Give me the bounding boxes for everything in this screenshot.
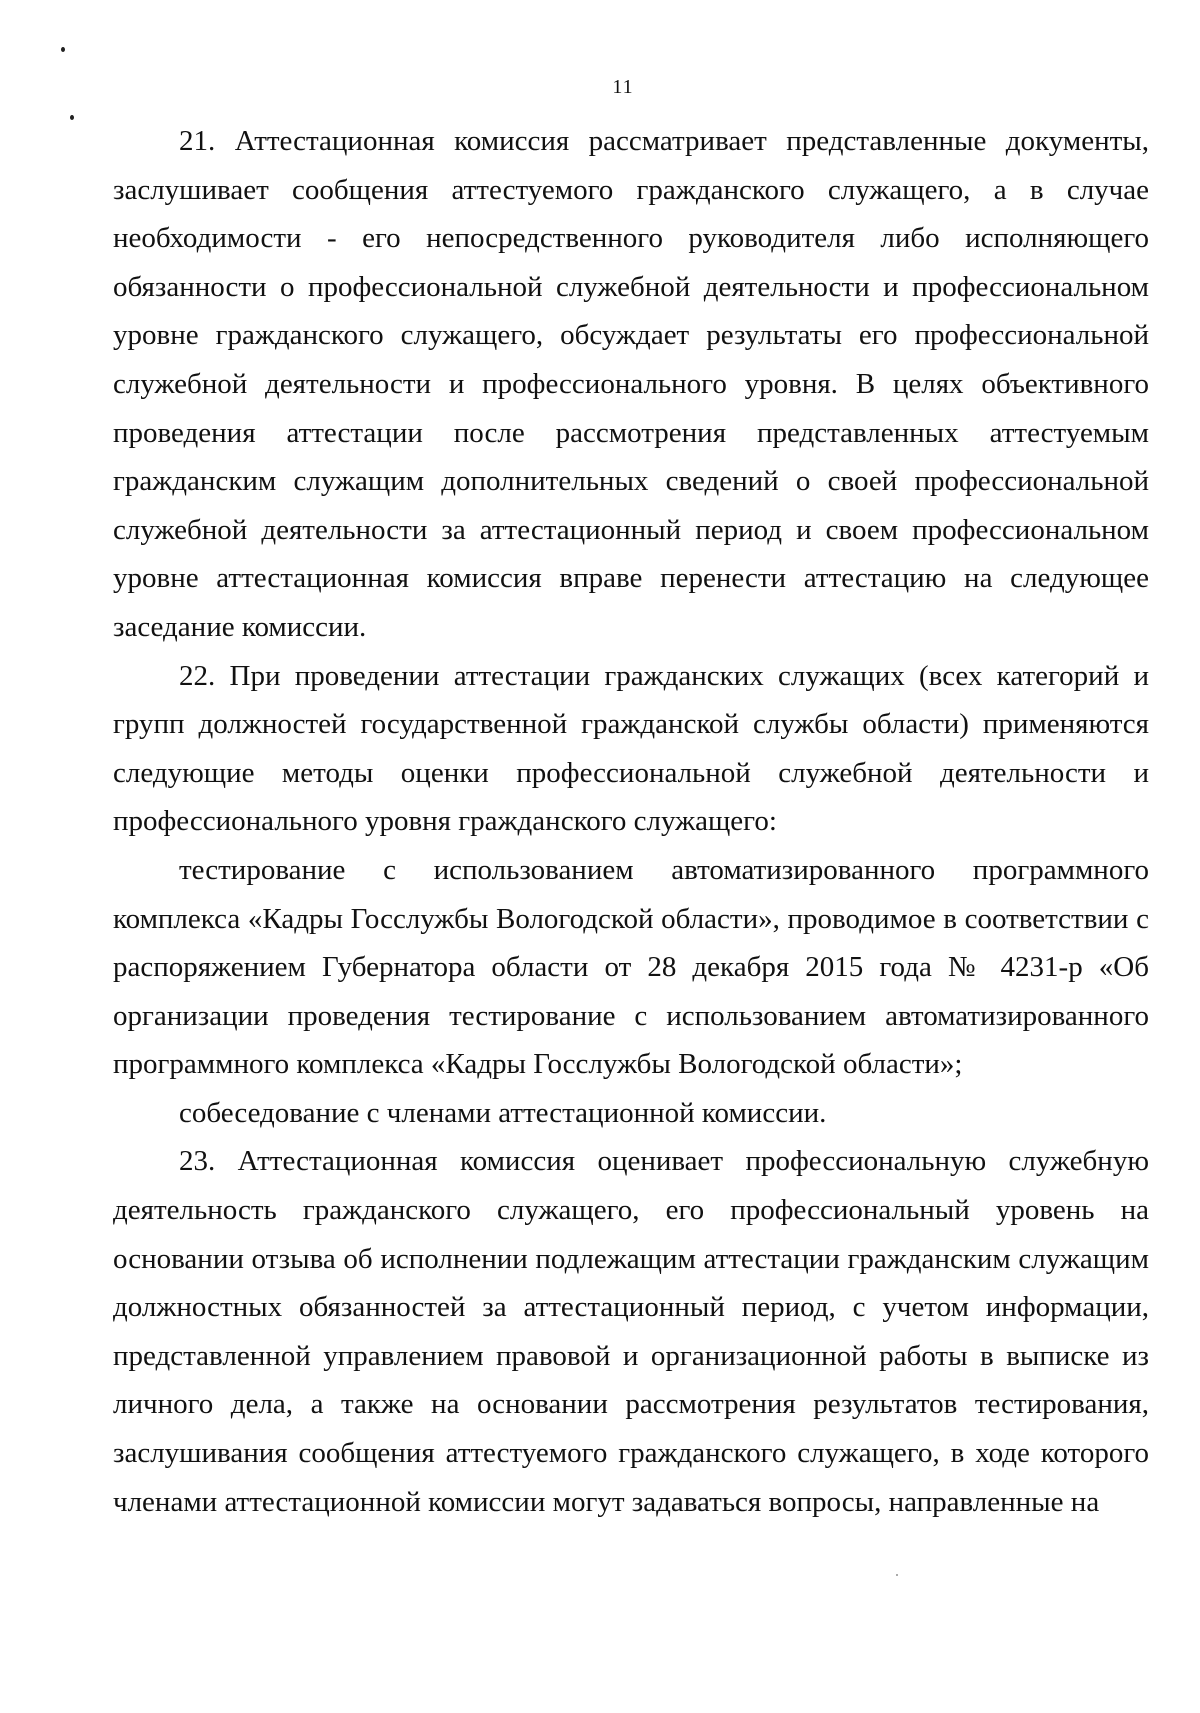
list-item-testing: тестирование с использованием автоматизированного программного комплекса «Кадры Госслужбы Вологодской области», проводимое в соответствии с распоряжением Губернатора области от 28 декабря 2015 года № 4231-р «Об организации проведения тестирование с использованием автоматизированного программного комплекса «Кадры Госслужбы Вологодской области»; xyxy=(113,853,1149,1081)
document-body xyxy=(113,117,1149,1526)
page-number: 11 xyxy=(612,76,634,98)
paragraph-21: 21. Аттестационная комиссия рассматривает представленные документы, заслушивает сообщения аттестуемого гражданского служащего, а в случае необходимости - его непосредственного руководителя либо исполняющего обязанности о профессиональной служебной деятельности и профессиональном уровне гражданского служащего, обсуждает результаты его профессиональной служебной деятельности и профессионального уровня. В целях объективного проведения аттестации после рассмотрения представленных аттестуемым гражданским служащим дополнительных сведений о своей профессиональной служебной деятельности за аттестационный период и своем профессиональном уровне аттестационная комиссия вправе перенести аттестацию на следующее заседание комиссии. xyxy=(113,125,1149,643)
paragraph-23: 23. Аттестационная комиссия оценивает профессиональную служебную деятельность гражданского служащего, его профессиональный уровень на основании отзыва об исполнении подлежащим аттестации гражданским служащим должностных обязанностей за аттестационный период, с учетом информации, представленной управлением правовой и организационной работы в выписке из личного дела, а также на основании рассмотрения результатов тестирования, заслушивания сообщения аттестуемого гражданского служащего, в ходе которого членами аттестационной комиссии могут задаваться вопросы, направленные на xyxy=(113,1145,1149,1518)
scan-speck-top-left xyxy=(61,47,65,52)
list-item-interview: собеседование с членами аттестационной комиссии. xyxy=(179,1096,827,1129)
paragraph-22: 22. При проведении аттестации гражданских служащих (всех категорий и групп должностей государственной гражданской службы области) применяются следующие методы оценки профессиональной служебной деятельности и профессионального уровня гражданского служащего: xyxy=(113,659,1149,838)
scan-speck-left xyxy=(70,115,74,120)
scan-speck-bottom xyxy=(896,1574,898,1576)
